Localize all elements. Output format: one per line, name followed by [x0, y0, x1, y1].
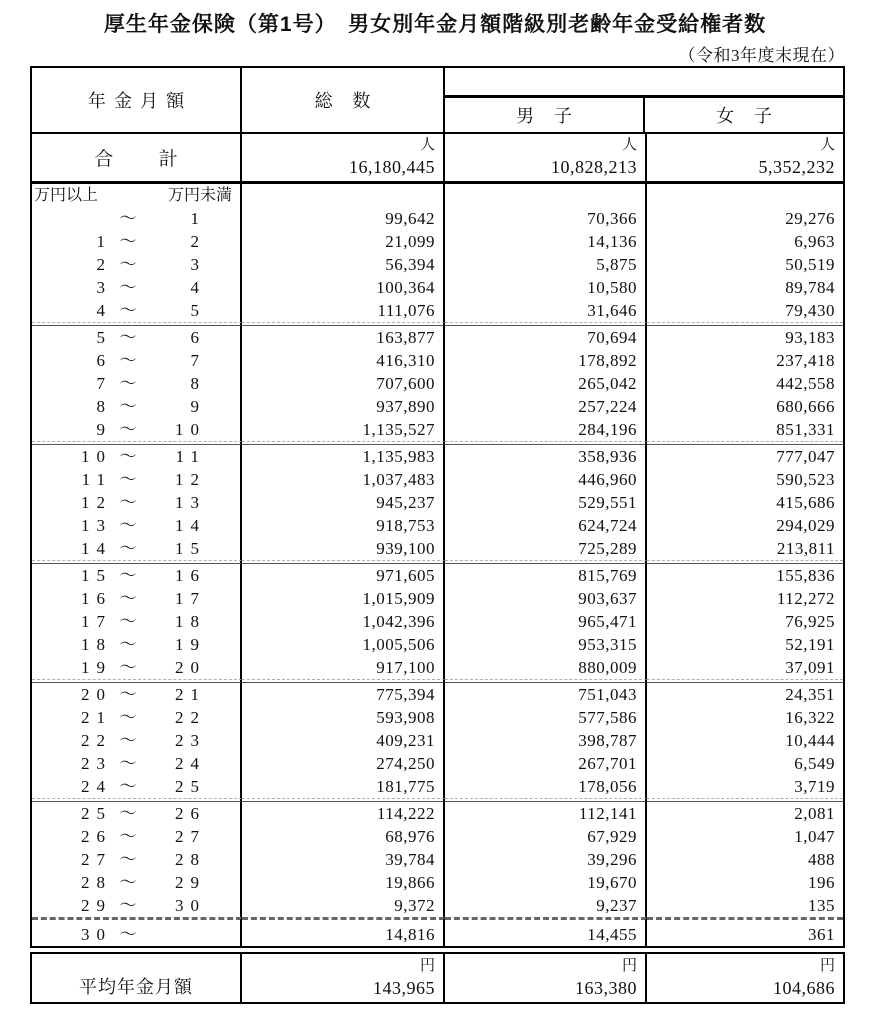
table-row: [32, 253, 843, 276]
table-row: [32, 752, 843, 775]
range-cell: [32, 299, 242, 322]
male-cell: 9,237: [445, 894, 647, 917]
range-tilde: ～: [119, 209, 137, 228]
range-cell: [32, 207, 242, 230]
range-tilde: ～: [119, 351, 137, 370]
male-cell: 265,042: [445, 372, 647, 395]
range-cell: [32, 514, 242, 537]
range-cell: [32, 610, 242, 633]
female-cell: 680,666: [776, 397, 835, 416]
total-cell: 939,100: [242, 537, 445, 560]
range-tilde: ～: [119, 589, 137, 608]
female-cell: 50,519: [785, 255, 835, 274]
range-cell: [32, 253, 242, 276]
report-date: （令和3年度末現在）: [678, 46, 845, 65]
page-title: 厚生年金保険（第1号） 男女別年金月額階級別老齢年金受給権者数: [103, 13, 767, 36]
range-upper: 22: [175, 708, 206, 727]
total-cell: 100,364: [242, 276, 445, 299]
male-cell: 14,455: [445, 923, 647, 946]
range-tilde: ～: [119, 516, 137, 535]
female-cell: 10,444: [785, 731, 835, 750]
total-row-total-value: 16,180,445: [349, 157, 435, 177]
female-cell: 135: [808, 896, 835, 915]
range-header-right: 万円未満: [167, 187, 232, 204]
range-upper: 30: [175, 896, 206, 915]
male-female-header-box: [445, 95, 843, 132]
female-cell: 590,523: [776, 470, 835, 489]
range-upper: 24: [175, 754, 206, 773]
total-cell: 593,908: [242, 706, 445, 729]
male-cell: 178,892: [445, 349, 647, 372]
range-tilde: ～: [119, 777, 137, 796]
range-lower: 22: [81, 731, 112, 750]
col-header-total: [242, 68, 445, 132]
female-cell: 415,686: [776, 493, 835, 512]
total-cell: 99,642: [242, 207, 445, 230]
average-female-cell: [647, 954, 843, 1002]
male-cell: 10,580: [445, 276, 647, 299]
unit-yen: 円: [419, 958, 435, 974]
male-cell: 358,936: [445, 445, 647, 468]
total-cell: 39,784: [242, 848, 445, 871]
range-lower: 27: [81, 850, 112, 869]
range-cell: [32, 656, 242, 679]
range-tilde: ～: [119, 397, 137, 416]
range-upper: 12: [175, 470, 206, 489]
male-cell: 19,670: [445, 871, 647, 894]
range-cell: [32, 633, 242, 656]
range-cell: [32, 326, 242, 349]
range-upper: 21: [175, 685, 206, 704]
range-tilde: ～: [119, 827, 137, 846]
range-upper: 20: [175, 658, 206, 677]
empty-cell: [647, 184, 843, 207]
col-header-female-label: 女子: [716, 106, 792, 126]
range-cell: [32, 848, 242, 871]
range-header-cell: [32, 184, 242, 207]
male-cell: 70,694: [445, 326, 647, 349]
range-upper: 13: [175, 493, 206, 512]
range-lower: 16: [81, 589, 112, 608]
range-lower: 6: [96, 351, 112, 370]
range-cell: [32, 491, 242, 514]
female-cell: 93,183: [785, 328, 835, 347]
table-row: [32, 395, 843, 418]
range-upper: 11: [175, 447, 206, 466]
range-cell: [32, 395, 242, 418]
male-cell: 178,056: [445, 775, 647, 798]
total-cell: 114,222: [242, 802, 445, 825]
male-cell: 903,637: [445, 587, 647, 610]
female-cell: 2,081: [794, 804, 835, 823]
range-lower: 10: [81, 447, 112, 466]
table-row: [32, 372, 843, 395]
range-lower: 24: [81, 777, 112, 796]
female-cell: 155,836: [776, 566, 835, 585]
female-cell: 488: [808, 850, 835, 869]
range-cell: [32, 683, 242, 706]
total-cell: 937,890: [242, 395, 445, 418]
total-cell: 945,237: [242, 491, 445, 514]
average-female-value: 104,686: [773, 978, 835, 998]
range-tilde: ～: [119, 658, 137, 677]
total-row-total-cell: [242, 134, 445, 181]
range-tilde: ～: [119, 685, 137, 704]
range-upper: 10: [175, 420, 206, 439]
range-tilde: ～: [119, 850, 137, 869]
total-cell: 274,250: [242, 752, 445, 775]
female-cell: 777,047: [776, 447, 835, 466]
female-cell: 851,331: [776, 420, 835, 439]
col-header-male: [445, 98, 645, 132]
range-lower: 8: [96, 397, 112, 416]
range-lower: [32, 207, 112, 230]
range-lower: 2: [96, 255, 112, 274]
range-cell: [32, 752, 242, 775]
male-cell: 725,289: [445, 537, 647, 560]
total-cell: 775,394: [242, 683, 445, 706]
table-row: [32, 230, 843, 253]
table-row: [32, 633, 843, 656]
unit-yen: 円: [819, 958, 835, 974]
range-tilde: ～: [119, 539, 137, 558]
table-row: [32, 587, 843, 610]
range-lower: 1: [96, 232, 112, 251]
average-male-cell: [445, 954, 647, 1002]
range-tilde: ～: [119, 804, 137, 823]
range-cell: [32, 802, 242, 825]
table-row: [32, 729, 843, 752]
range-lower: 15: [81, 566, 112, 585]
range-tilde: ～: [119, 255, 137, 274]
range-upper: 17: [175, 589, 206, 608]
range-lower: 7: [96, 374, 112, 393]
total-row: [32, 134, 843, 184]
range-lower: 20: [81, 685, 112, 704]
female-cell: 29,276: [785, 209, 835, 228]
female-cell: 16,322: [785, 708, 835, 727]
total-row-male-cell: [445, 134, 647, 181]
empty-cell: [445, 184, 647, 207]
female-cell: 24,351: [785, 685, 835, 704]
total-cell: 1,042,396: [242, 610, 445, 633]
female-cell: 112,272: [776, 589, 835, 608]
total-cell: 1,005,506: [242, 633, 445, 656]
male-cell: 398,787: [445, 729, 647, 752]
table-header: [32, 68, 843, 134]
female-cell: 3,719: [794, 777, 835, 796]
range-cell: [32, 729, 242, 752]
table-row: [32, 326, 843, 349]
range-upper: 16: [175, 566, 206, 585]
male-cell: 39,296: [445, 848, 647, 871]
total-cell: 111,076: [242, 299, 445, 322]
average-row-label: 平均年金月額: [79, 977, 193, 997]
range-upper: 6: [190, 328, 206, 347]
male-cell: 446,960: [445, 468, 647, 491]
table-row: [32, 848, 843, 871]
table-row: [32, 775, 843, 798]
range-lower: 5: [96, 328, 112, 347]
range-tilde: ～: [119, 232, 137, 251]
range-lower: 19: [81, 658, 112, 677]
female-cell: 196: [808, 873, 835, 892]
range-lower: 14: [81, 539, 112, 558]
range-lower: 3: [96, 278, 112, 297]
range-lower: 11: [81, 470, 112, 489]
total-cell: 56,394: [242, 253, 445, 276]
male-cell: 67,929: [445, 825, 647, 848]
total-row-male-value: 10,828,213: [551, 157, 637, 177]
female-cell: 79,430: [785, 301, 835, 320]
range-upper: 25: [175, 777, 206, 796]
range-tilde: ～: [119, 635, 137, 654]
total-cell: 917,100: [242, 656, 445, 679]
range-lower: 26: [81, 827, 112, 846]
male-cell: 5,875: [445, 253, 647, 276]
tables-area: [30, 66, 845, 1004]
total-cell: 68,976: [242, 825, 445, 848]
table-row: [32, 656, 843, 679]
male-cell: 70,366: [445, 207, 647, 230]
range-cell: [32, 468, 242, 491]
table-row: [32, 514, 843, 537]
total-row-label: 合計: [94, 149, 224, 170]
range-tilde: ～: [119, 420, 137, 439]
male-cell: 31,646: [445, 299, 647, 322]
range-tilde: ～: [119, 925, 137, 944]
range-tilde: ～: [119, 731, 137, 750]
total-row-female-value: 5,352,232: [758, 157, 835, 177]
range-upper: 2: [190, 232, 206, 251]
table-row: [32, 825, 843, 848]
female-cell: 442,558: [776, 374, 835, 393]
table-row: [32, 706, 843, 729]
total-row-label-cell: [32, 134, 242, 181]
average-row-label-cell: [32, 954, 242, 1002]
range-upper: [151, 923, 206, 946]
table-row: [32, 468, 843, 491]
unit-person: 人: [621, 137, 637, 153]
table-row: [32, 610, 843, 633]
table-row: [32, 491, 843, 514]
unit-yen: 円: [621, 958, 637, 974]
range-tilde: ～: [119, 612, 137, 631]
unit-person: 人: [819, 137, 835, 153]
total-cell: 971,605: [242, 564, 445, 587]
male-cell: 267,701: [445, 752, 647, 775]
range-lower: 29: [81, 896, 112, 915]
col-header-female: [645, 98, 843, 132]
female-cell: 89,784: [785, 278, 835, 297]
range-tilde: ～: [119, 278, 137, 297]
col-header-male-label: 男子: [516, 106, 592, 126]
table-row: [32, 802, 843, 825]
range-upper: 4: [190, 278, 206, 297]
range-cell: [32, 349, 242, 372]
range-upper: 5: [190, 301, 206, 320]
range-tilde: ～: [119, 493, 137, 512]
unit-person: 人: [419, 137, 435, 153]
table-row: [32, 683, 843, 706]
range-lower: 17: [81, 612, 112, 631]
table-row: [32, 564, 843, 587]
range-cell: [32, 894, 242, 917]
total-cell: 1,135,527: [242, 418, 445, 441]
total-cell: 416,310: [242, 349, 445, 372]
range-tilde: ～: [119, 566, 137, 585]
range-tilde: ～: [119, 447, 137, 466]
male-cell: 529,551: [445, 491, 647, 514]
table-row: [32, 871, 843, 894]
range-upper: 28: [175, 850, 206, 869]
range-cell: [32, 537, 242, 560]
range-tilde: ～: [119, 374, 137, 393]
total-cell: 163,877: [242, 326, 445, 349]
table-row: [32, 207, 843, 230]
range-upper: 29: [175, 873, 206, 892]
table-row: [32, 923, 843, 946]
table-row: [32, 894, 843, 917]
range-cell: [32, 775, 242, 798]
pension-table: [30, 66, 845, 948]
female-cell: 213,811: [776, 539, 835, 558]
range-upper: 15: [175, 539, 206, 558]
total-cell: 9,372: [242, 894, 445, 917]
range-lower: 28: [81, 873, 112, 892]
range-upper: 1: [190, 209, 206, 228]
range-upper: 19: [175, 635, 206, 654]
total-cell: 19,866: [242, 871, 445, 894]
empty-cell: [242, 184, 445, 207]
male-cell: 112,141: [445, 802, 647, 825]
average-male-value: 163,380: [575, 978, 637, 998]
total-cell: 1,015,909: [242, 587, 445, 610]
female-cell: 6,963: [794, 232, 835, 251]
range-tilde: ～: [119, 301, 137, 320]
table-row: [32, 537, 843, 560]
male-cell: 14,136: [445, 230, 647, 253]
range-lower: 18: [81, 635, 112, 654]
col-header-pension-amount: [32, 68, 242, 132]
female-cell: 37,091: [785, 658, 835, 677]
range-cell: [32, 564, 242, 587]
female-cell: 76,925: [785, 612, 835, 631]
range-cell: [32, 871, 242, 894]
table-row: [32, 299, 843, 322]
range-cell: [32, 825, 242, 848]
table-row: [32, 418, 843, 441]
female-cell: 237,418: [776, 351, 835, 370]
range-lower: 4: [96, 301, 112, 320]
male-cell: 751,043: [445, 683, 647, 706]
male-cell: 953,315: [445, 633, 647, 656]
male-female-header-group: [445, 68, 843, 132]
male-cell: 257,224: [445, 395, 647, 418]
range-upper: 8: [190, 374, 206, 393]
range-lower: 12: [81, 493, 112, 512]
female-cell: 6,549: [794, 754, 835, 773]
range-cell: [32, 372, 242, 395]
range-tilde: ～: [119, 873, 137, 892]
total-cell: 21,099: [242, 230, 445, 253]
male-cell: 965,471: [445, 610, 647, 633]
col-header-pension-amount-label: 年金月額: [87, 91, 193, 111]
total-cell: 181,775: [242, 775, 445, 798]
total-cell: 1,037,483: [242, 468, 445, 491]
table-row: [32, 276, 843, 299]
range-cell: [32, 276, 242, 299]
range-lower: 25: [81, 804, 112, 823]
range-tilde: ～: [119, 708, 137, 727]
col-header-total-label: 総数: [314, 91, 391, 111]
total-cell: 14,816: [242, 923, 445, 946]
range-lower: 13: [81, 516, 112, 535]
range-cell: [32, 706, 242, 729]
total-cell: 918,753: [242, 514, 445, 537]
range-header-row: [32, 184, 843, 207]
total-cell: 707,600: [242, 372, 445, 395]
range-cell: [32, 587, 242, 610]
female-cell: 361: [808, 925, 835, 944]
range-tilde: ～: [119, 328, 137, 347]
male-cell: 815,769: [445, 564, 647, 587]
average-table: [30, 952, 845, 1004]
range-tilde: ～: [119, 470, 137, 489]
range-upper: 14: [175, 516, 206, 535]
range-upper: 3: [190, 255, 206, 274]
range-upper: 26: [175, 804, 206, 823]
range-header-left: 万円以上: [34, 187, 99, 204]
female-cell: 294,029: [776, 516, 835, 535]
female-cell: 1,047: [794, 827, 835, 846]
total-cell: 409,231: [242, 729, 445, 752]
range-lower: 21: [81, 708, 112, 727]
male-cell: 577,586: [445, 706, 647, 729]
male-cell: 624,724: [445, 514, 647, 537]
range-upper: 23: [175, 731, 206, 750]
table-body: [32, 184, 843, 946]
range-cell: [32, 923, 242, 946]
range-upper: 18: [175, 612, 206, 631]
range-cell: [32, 445, 242, 468]
male-cell: 880,009: [445, 656, 647, 679]
range-cell: [32, 230, 242, 253]
average-total-value: 143,965: [373, 978, 435, 998]
male-cell: 284,196: [445, 418, 647, 441]
total-cell: 1,135,983: [242, 445, 445, 468]
range-upper: 27: [175, 827, 206, 846]
table-row: [32, 349, 843, 372]
female-cell: 52,191: [785, 635, 835, 654]
range-lower: 9: [96, 420, 112, 439]
average-total-cell: [242, 954, 445, 1002]
range-upper: 9: [190, 397, 206, 416]
range-upper: 7: [190, 351, 206, 370]
range-tilde: ～: [119, 896, 137, 915]
total-row-female-cell: [647, 134, 843, 181]
range-lower: 30: [81, 925, 112, 944]
range-lower: 23: [81, 754, 112, 773]
range-tilde: ～: [119, 754, 137, 773]
table-row: [32, 445, 843, 468]
range-cell: [32, 418, 242, 441]
